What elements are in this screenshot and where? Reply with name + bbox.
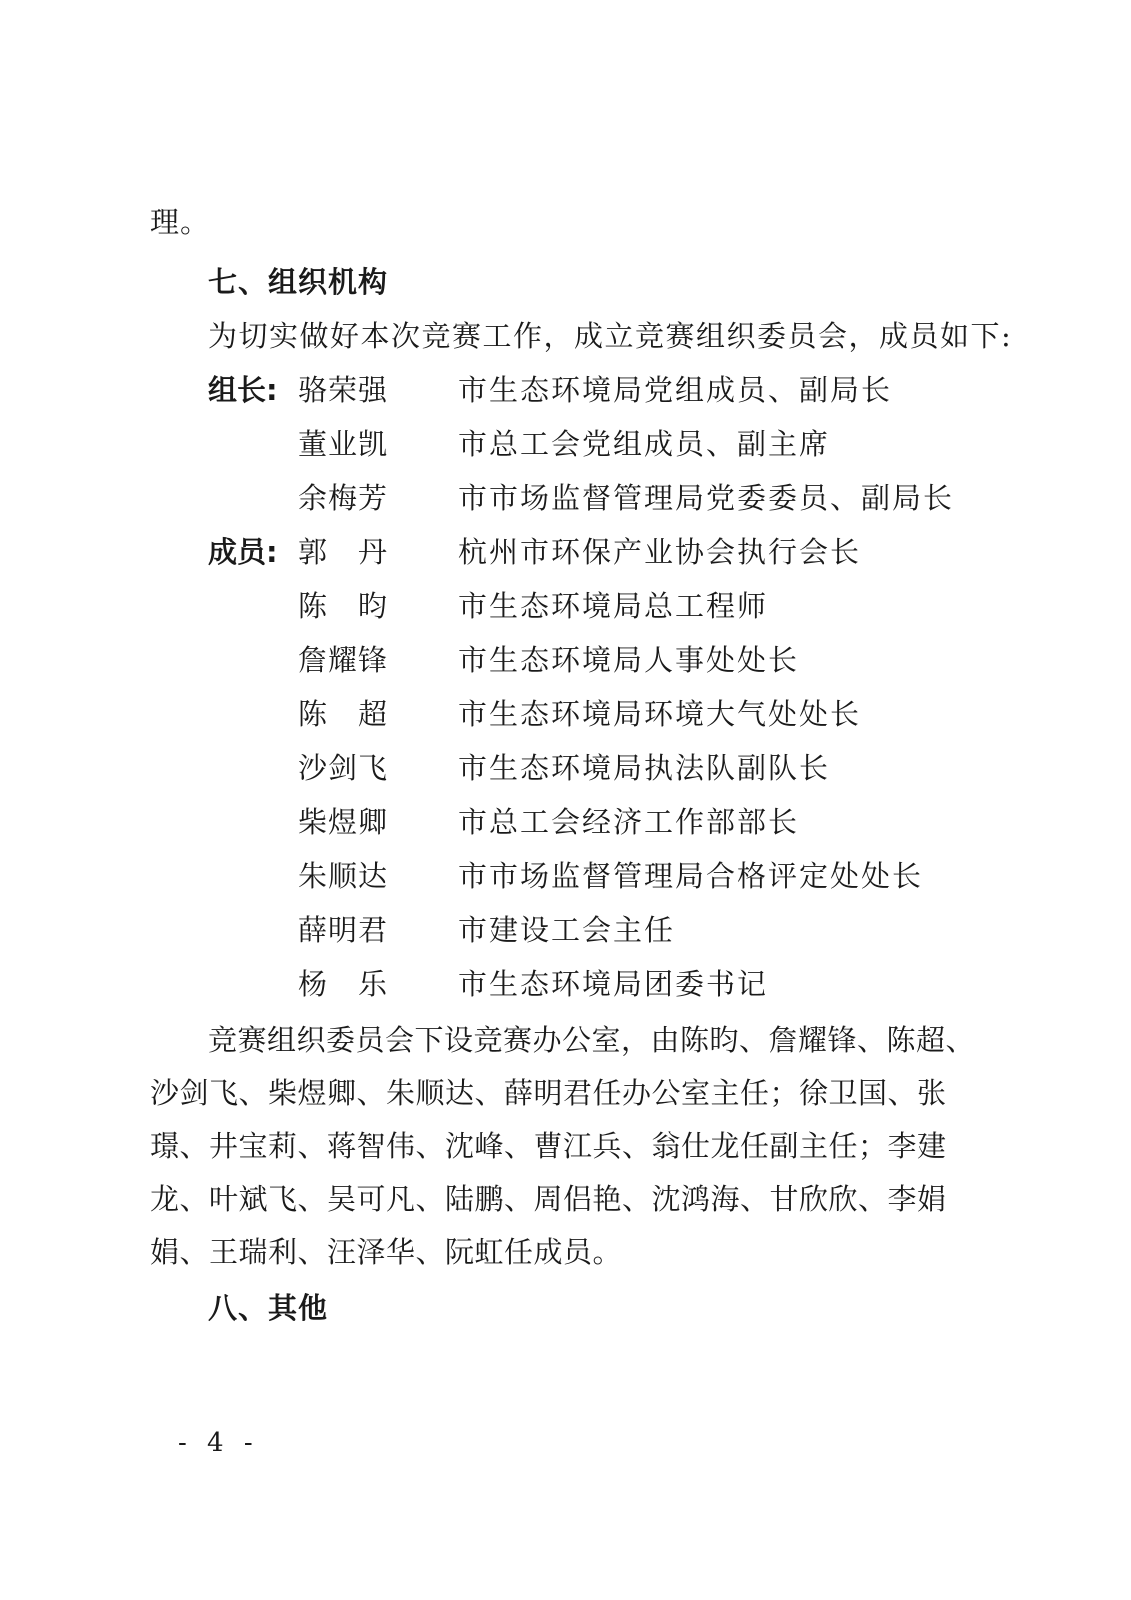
member-position: 杭州市环保产业协会执行会长	[458, 535, 862, 569]
member-position: 市市场监督管理局合格评定处处长	[458, 859, 924, 893]
member-position: 市建设工会主任	[458, 913, 676, 947]
leader-position: 市生态环境局党组成员、副局长	[458, 373, 893, 407]
member-position: 市生态环境局总工程师	[458, 589, 769, 623]
member-name: 沙剑飞	[298, 751, 389, 785]
section-7-heading: 七、组织机构	[208, 265, 389, 299]
member-position: 市生态环境局执法队副队长	[458, 751, 831, 785]
member-position: 市总工会经济工作部部长	[458, 805, 800, 839]
office-paragraph	[150, 1014, 980, 1279]
continuation-text: 理。	[150, 205, 211, 239]
member-position: 市生态环境局人事处处长	[458, 643, 800, 677]
leader-name: 骆荣强	[298, 373, 389, 407]
member-label: 成员:	[208, 535, 278, 569]
member-position: 市生态环境局环境大气处处长	[458, 697, 862, 731]
leader-name: 余梅芳	[298, 481, 389, 515]
member-name: 杨 乐	[298, 967, 389, 1001]
member-position: 市生态环境局团委书记	[458, 967, 769, 1001]
member-name: 陈 超	[298, 697, 389, 731]
member-name: 柴煜卿	[298, 805, 389, 839]
leader-position: 市总工会党组成员、副主席	[458, 427, 831, 461]
member-name: 陈 昀	[298, 589, 389, 623]
member-name: 朱顺达	[298, 859, 389, 893]
leader-label: 组长:	[208, 373, 278, 407]
page-number: - 4 -	[178, 1428, 259, 1458]
office-paragraph-text: 竞赛组织委员会下设竞赛办公室，由陈昀、詹耀锋、陈超、沙剑飞、柴煜卿、朱顺达、薛明君任办公室主任；徐卫国、张璟、井宝莉、蒋智伟、沈峰、曹江兵、翁仕龙任副主任；李建龙、叶斌飞、吴可凡、陆鹏、周侣艳、沈鸿海、甘欣欣、李娟娟、王瑞利、汪泽华、阮虹任成员。	[150, 1023, 976, 1269]
committee-intro: 为切实做好本次竞赛工作，成立竞赛组织委员会，成员如下:	[208, 319, 1013, 353]
member-name: 郭 丹	[298, 535, 389, 569]
leader-position: 市市场监督管理局党委委员、副局长	[458, 481, 955, 515]
member-name: 詹耀锋	[298, 643, 389, 677]
section-8-heading: 八、其他	[208, 1291, 329, 1325]
member-name: 薛明君	[298, 913, 389, 947]
leader-name: 董业凯	[298, 427, 389, 461]
